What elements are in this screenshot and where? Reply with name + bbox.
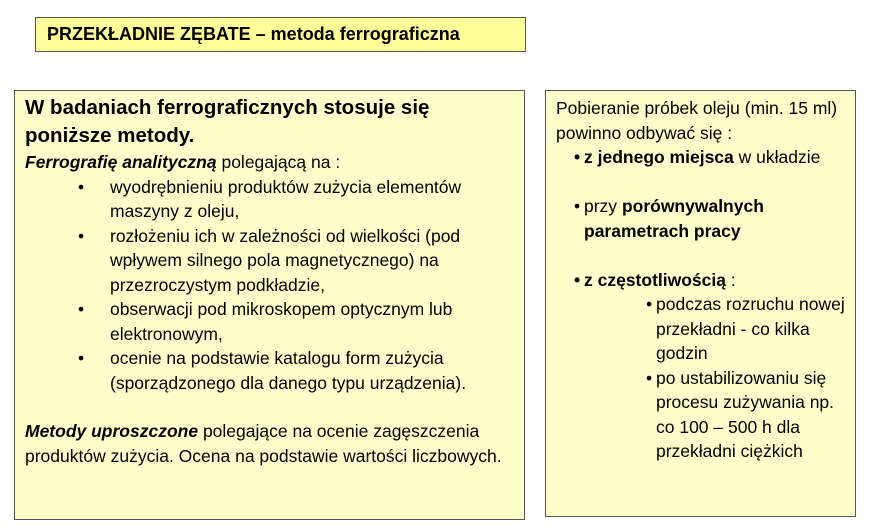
list-item-text: obserwacji pod mikroskopem optycznym lub elektronowym,	[110, 299, 453, 344]
item2-pre: przy	[584, 196, 622, 216]
bullet-icon: •	[78, 225, 85, 246]
list-item-text: rozłożeniu ich w zależności od wielkości (pod wpływem silnego pola magnetycznego) na przezroczystym podkładzie,	[110, 225, 461, 295]
list-item	[25, 224, 516, 298]
bullet-icon: •	[78, 299, 85, 319]
sub-item-text: po ustabilizowaniu się procesu zużywania np. co 100 – 500 h dla przekładni ciężkich	[656, 367, 835, 461]
sampling-panel	[545, 90, 856, 517]
analytic-ferrography-intro	[25, 150, 516, 175]
slide-title: PRZEKŁADNIE ZĘBATE – metoda ferrograficzna	[35, 17, 526, 52]
analytic-rest: polegającą na :	[216, 152, 341, 172]
sampling-intro: Pobieranie próbek oleju (min. 15 ml) powinno odbywać się :	[556, 98, 838, 143]
sub-item-text: podczas rozruchu nowej przekładni - co kilka godzin	[656, 294, 845, 363]
simplified-rest: polegające na ocenie zagęszczenia produktów zużycia. Ocena na podstawie wartości liczbowych.	[25, 421, 502, 466]
item1-bold: z jednego miejsca	[584, 147, 734, 167]
bullet-icon: •	[78, 348, 85, 368]
spacer	[556, 243, 849, 268]
analytic-term: Ferrografię analityczną	[25, 152, 217, 172]
spacer	[25, 395, 516, 419]
item3-bold: z częstotliwością	[584, 269, 726, 290]
sampling-item-frequency	[556, 268, 849, 293]
item2-bold: porównywalnych parametrach pracy	[584, 196, 764, 241]
methods-panel	[14, 90, 525, 520]
bullet-icon: •	[574, 147, 581, 167]
frequency-sub-item	[556, 366, 849, 464]
simplified-methods	[25, 419, 516, 468]
sampling-item-parameters	[556, 194, 849, 243]
list-item	[25, 175, 516, 224]
sampling-item-location	[556, 145, 849, 170]
analytic-steps-list	[25, 175, 516, 396]
list-item	[25, 297, 516, 346]
item1-rest: w układzie	[733, 147, 821, 167]
item3-rest: :	[726, 269, 736, 290]
frequency-sub-item	[556, 292, 849, 366]
bullet-icon: •	[574, 269, 581, 290]
list-item-text: ocenie na podstawie katalogu form zużycia (sporządzonego dla danego typu urządzenia).	[110, 348, 467, 393]
simplified-term: Metody uproszczone	[25, 421, 199, 441]
methods-heading: W badaniach ferrograficznych stosuje się poniższe metody.	[25, 96, 430, 147]
bullet-icon: •	[78, 176, 85, 197]
bullet-icon: •	[646, 367, 653, 388]
bullet-icon: •	[646, 294, 653, 314]
list-item-text: wyodrębnieniu produktów zużycia elementów maszyny z oleju,	[110, 176, 462, 221]
list-item	[25, 346, 516, 395]
bullet-icon: •	[574, 196, 581, 216]
spacer	[556, 170, 849, 195]
